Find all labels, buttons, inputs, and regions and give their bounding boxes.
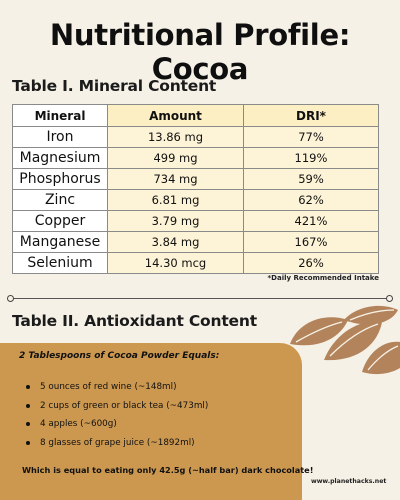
mineral-amount: 6.81 mg	[108, 190, 244, 211]
mineral-dri: 421%	[244, 211, 379, 232]
mineral-name: Zinc	[13, 190, 108, 211]
mineral-dri: 167%	[244, 232, 379, 253]
website-link[interactable]: www.planethacks.net	[311, 478, 387, 485]
mineral-amount: 14.30 mcg	[108, 253, 244, 274]
table-row	[13, 211, 379, 232]
list-item-text: 5 ounces of red wine (~148ml)	[40, 382, 177, 392]
header-amount: Amount	[108, 105, 244, 127]
bullet-icon	[26, 441, 30, 445]
header-mineral: Mineral	[13, 105, 108, 127]
mineral-name: Copper	[13, 211, 108, 232]
bullet-icon	[26, 422, 30, 426]
mineral-name: Phosphorus	[13, 169, 108, 190]
mineral-amount: 13.86 mg	[108, 127, 244, 148]
table-row	[13, 190, 379, 211]
mineral-name: Selenium	[13, 253, 108, 274]
list-item-text: 2 cups of green or black tea (~473ml)	[40, 400, 209, 411]
mineral-name: Magnesium	[13, 148, 108, 169]
mineral-dri: 62%	[244, 190, 379, 211]
page-title: Nutritional Profile: Cocoa	[49, 18, 351, 86]
antioxidant-panel	[0, 343, 314, 500]
dri-footnote: *Daily Recommended Intake	[267, 274, 379, 282]
mineral-dri: 119%	[244, 148, 379, 169]
table-row	[13, 169, 379, 190]
bullet-icon	[26, 404, 30, 408]
antioxidant-list	[22, 381, 292, 455]
table-row	[13, 253, 379, 274]
list-item	[22, 418, 292, 437]
mineral-amount: 499 mg	[108, 148, 244, 169]
list-item	[22, 400, 292, 419]
panel-heading: 2 Tablespoons of Cocoa Powder Equals:	[19, 351, 220, 361]
mineral-dri: 26%	[244, 253, 379, 274]
mineral-table	[12, 104, 379, 274]
list-item	[22, 437, 292, 456]
cocoa-pod-top	[344, 306, 398, 325]
header-dri: DRI*	[244, 105, 379, 127]
table-row	[13, 127, 379, 148]
antioxidant-table-title: Table II. Antioxidant Content	[12, 312, 257, 330]
bullet-icon	[26, 385, 30, 389]
mineral-amount: 734 mg	[108, 169, 244, 190]
mineral-name: Iron	[13, 127, 108, 148]
panel-summary: Which is equal to eating only 42.5g (~half bar) dark chocolate!	[22, 465, 314, 475]
list-item-text: 8 glasses of grape juice (~1892ml)	[40, 437, 195, 448]
list-item	[22, 381, 292, 400]
mineral-table-title: Table I. Mineral Content	[12, 77, 217, 95]
table-header-row	[13, 105, 379, 127]
cocoa-pod-shapes	[290, 306, 400, 374]
list-item-text: 4 apples (~600g)	[40, 419, 117, 429]
mineral-amount: 3.84 mg	[108, 232, 244, 253]
table-row	[13, 232, 379, 253]
mineral-dri: 77%	[244, 127, 379, 148]
mineral-dri: 59%	[244, 169, 379, 190]
mineral-name: Manganese	[13, 232, 108, 253]
table-row	[13, 148, 379, 169]
mineral-amount: 3.79 mg	[108, 211, 244, 232]
